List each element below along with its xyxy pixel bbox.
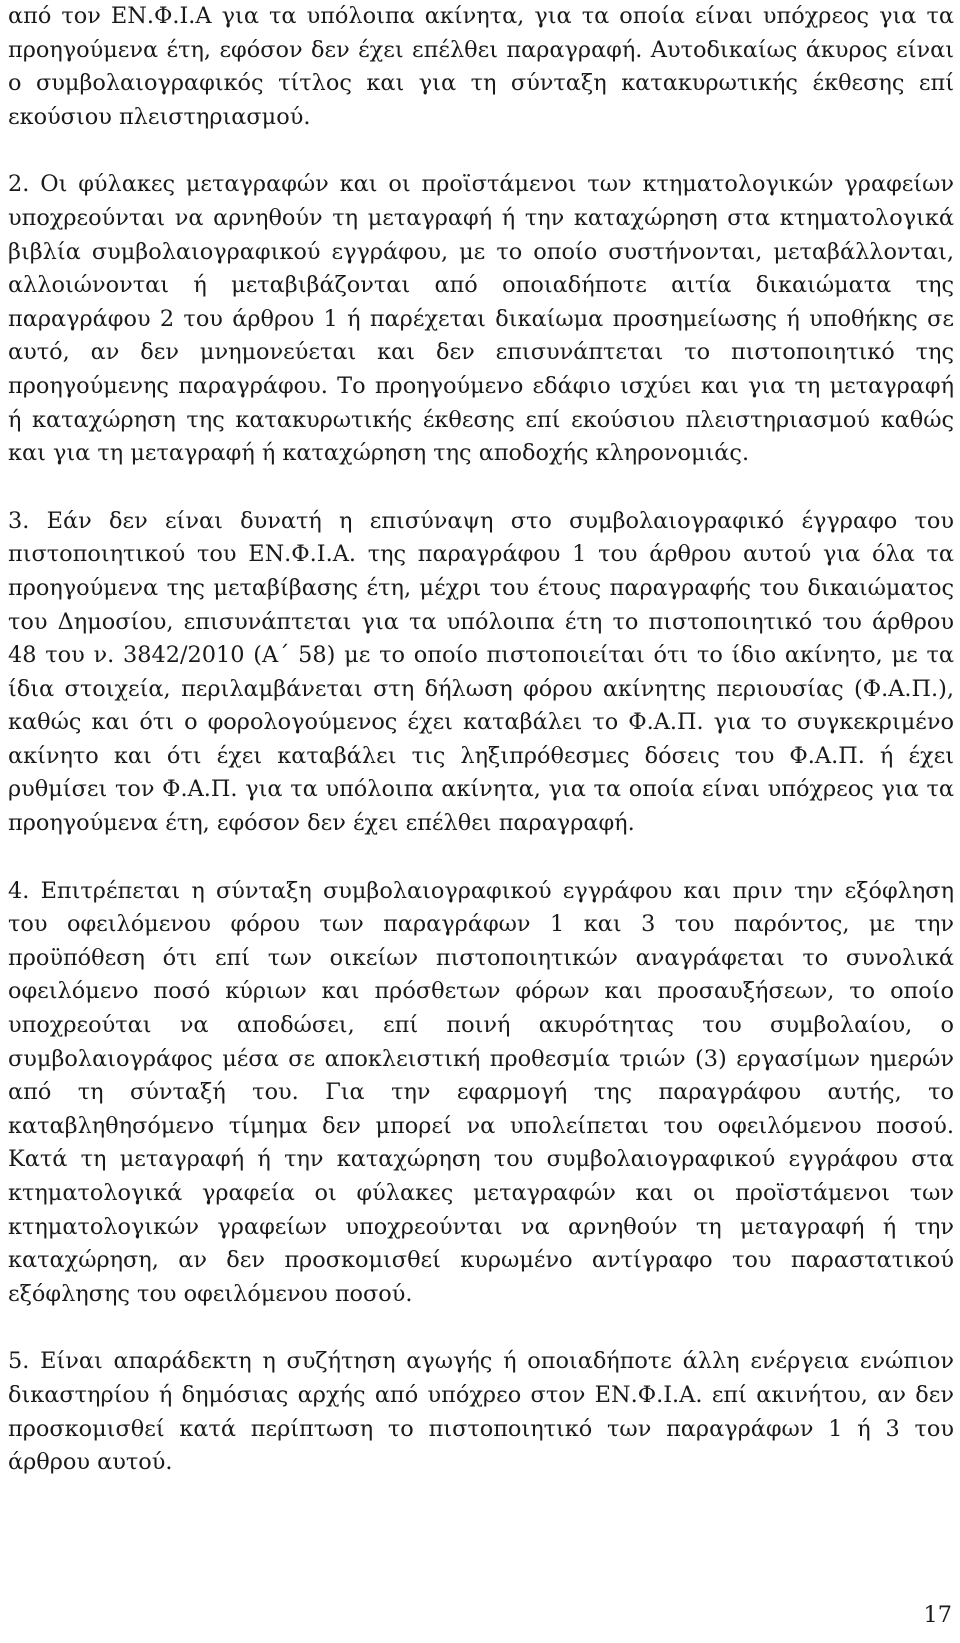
paragraph-5: 5. Είναι απαράδεκτη η συζήτηση αγωγής ή οποιαδήποτε άλλη ενέργεια ενώπιον δικαστηρίου ή δημόσιας αρχής από υπόχρεο στον ΕΝ.Φ.Ι.Α. επί ακινήτου, αν δεν προσκομισθεί κατά περίπτωση το πιστοποιητικό των παραγράφων 1 ή 3 του άρθρου αυτού. (8, 1348, 954, 1476)
paragraph-continuation: από τον ΕΝ.Φ.Ι.Α για τα υπόλοιπα ακίνητα, για τα οποία είναι υπόχρεος για τα προηγούμενα έτη, εφόσον δεν έχει επέλθει παραγραφή. Αυτοδικαίως άκυρος είναι ο συμβολαιογραφικός τίτλος και για τη σύνταξη κατακυρωτικής έκθεσης επί εκούσιου πλειστηριασμού. (8, 3, 954, 130)
paragraph-2: 2. Οι φύλακες μεταγραφών και οι προϊστάμενοι των κτηματολογικών γραφείων υποχρεούνται να αρνηθούν τη μεταγραφή ή την καταχώρηση στα κτηματολογικά βιβλία συμβολαιογραφικού εγγράφου, με το οποίο συστήνονται, μεταβάλλονται, αλλοιώνονται ή μεταβιβάζονται από οποιαδήποτε αιτία δικαιώματα της παραγράφου 2 του άρθρου 1 ή παρέχεται δικαίωμα προσημείωσης ή υποθήκης σε αυτό, αν δεν μνημονεύεται και δεν επισυνάπτεται το πιστοποιητικό της προηγούμενης παραγράφου. Το προηγούμενο εδάφιο ισχύει και για τη μεταγραφή ή καταχώρηση της κατακυρωτικής έκθεσης επί εκούσιου πλειστηριασμού καθώς και για τη μεταγραφή ή καταχώρηση της αποδοχής κληρονομιάς. (8, 171, 954, 467)
document-page (8, 0, 954, 1480)
paragraph-3: 3. Εάν δεν είναι δυνατή η επισύναψη στο συμβολαιογραφικό έγγραφο του πιστοποιητικού του ΕΝ.Φ.Ι.Α. της παραγράφου 1 του άρθρου αυτού για όλα τα προηγούμενα της μεταβίβασης έτη, μέχρι του έτους παραγραφής του δικαιώματος του Δημοσίου, επισυνάπτεται για τα υπόλοιπα έτη το πιστοποιητικό του άρθρου 48 του ν. 3842/2010 (Α΄ 58) με το οποίο πιστοποιείται ότι το ίδιο ακίνητο, με τα ίδια στοιχεία, περιλαμβάνεται στη δήλωση φόρου ακίνητης περιουσίας (Φ.Α.Π.), καθώς και ότι ο φορολογούμενος έχει καταβάλει το Φ.Α.Π. για το συγκεκριμένο ακίνητο και ότι έχει καταβάλει τις ληξιπρόθεσμες δόσεις του Φ.Α.Π. ή έχει ρυθμίσει τον Φ.Α.Π. για τα υπόλοιπα ακίνητα, για τα οποία είναι υπόχρεος για τα προηγούμενα έτη, εφόσον δεν έχει επέλθει παραγραφή. (8, 507, 954, 837)
paragraph-4: 4. Επιτρέπεται η σύνταξη συμβολαιογραφικού εγγράφου και πριν την εξόφληση του οφειλόμενου φόρου των παραγράφων 1 και 3 του παρόντος, με την προϋπόθεση ότι επί των οικείων πιστοποιητικών αναγράφεται το συνολικά οφειλόμενο ποσό κύριων και πρόσθετων φόρων και προσαυξήσεων, το οποίο υποχρεούται να αποδώσει, επί ποινή ακυρότητας του συμβολαίου, ο συμβολαιογράφος μέσα σε αποκλειστική προθεσμία τριών (3) εργασίμων ημερών από τη σύνταξή του. Για την εφαρμογή της παραγράφου αυτής, το καταβληθησόμενο τίμημα δεν μπορεί να υπολείπεται του οφειλόμενου ποσού. Κατά τη μεταγραφή ή την καταχώρηση του συμβολαιογραφικού εγγράφου στα κτηματολογικά γραφεία οι φύλακες μεταγραφών και οι προϊστάμενοι των κτηματολογικών γραφείων υποχρεούνται να αρνηθούν τη μεταγραφή ή την καταχώρηση, αν δεν προσκομισθεί κυρωμένο αντίγραφο του παραστατικού εξόφλησης του οφειλόμενου ποσού. (8, 877, 954, 1307)
page-number: 17 (923, 1602, 952, 1628)
